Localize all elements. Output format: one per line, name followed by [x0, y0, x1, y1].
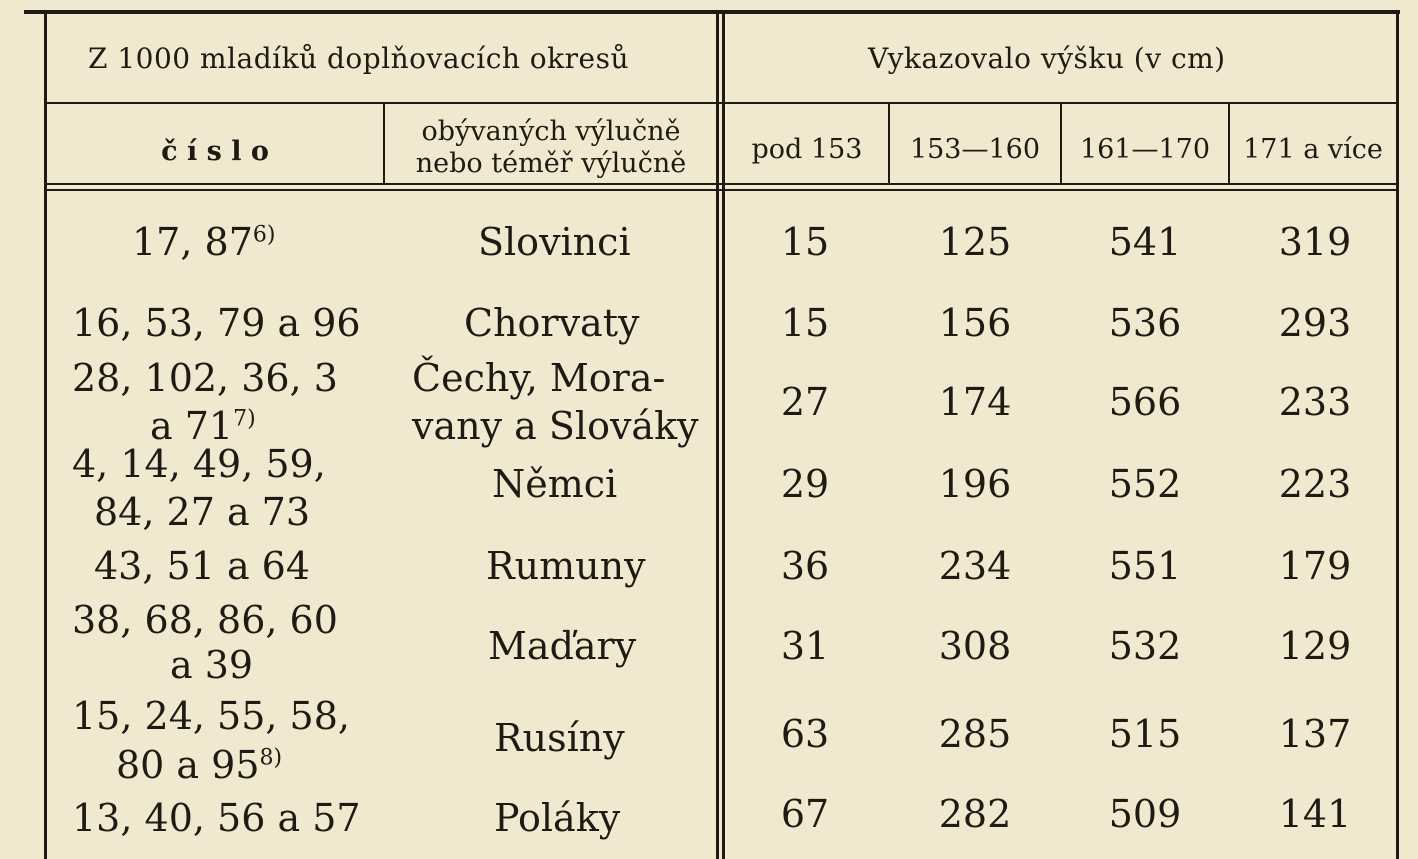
row-group: Chorvaty: [464, 301, 640, 345]
header-double-rule-a: [44, 183, 1398, 185]
value-153-160: 282: [938, 792, 1012, 836]
row-group: Rusíny: [494, 716, 625, 760]
value-153-160: 285: [938, 712, 1012, 756]
header-obyvanych: [386, 116, 716, 180]
value-153-160: 174: [938, 380, 1012, 424]
value-161-170: 515: [1108, 712, 1182, 756]
value-153-160: 234: [938, 544, 1012, 588]
header-col-161-170: 161—170: [1079, 134, 1211, 165]
row-cislo-line1: 28, 102, 36, 3: [72, 356, 338, 400]
row-cislo-line2: a 39: [170, 643, 254, 687]
row-group: Slovinci: [478, 220, 631, 264]
row-cislo-line1: 15, 24, 55, 58,: [72, 694, 350, 738]
row-cislo: 13, 40, 56 a 57: [72, 796, 361, 840]
value-pod153: 67: [780, 792, 830, 836]
value-pod153: 15: [780, 301, 830, 345]
double-divider-a: [716, 14, 719, 859]
value-171-vice: 129: [1278, 624, 1352, 668]
col-divider-1: [383, 104, 385, 184]
footnote-mark: 8): [259, 745, 283, 771]
header-col-153-160: 153—160: [909, 134, 1041, 165]
header-col-pod153: pod 153: [751, 134, 863, 165]
value-pod153: 36: [780, 544, 830, 588]
row-group: Poláky: [494, 796, 621, 840]
row-cislo-line1: 4, 14, 49, 59,: [72, 442, 326, 486]
value-171-vice: 179: [1278, 544, 1352, 588]
value-161-170: 551: [1108, 544, 1182, 588]
top-rule: [24, 10, 1400, 14]
row-cislo-line2: 84, 27 a 73: [94, 490, 311, 534]
value-161-170: 552: [1108, 462, 1182, 506]
value-pod153: 31: [780, 624, 830, 668]
row-cislo: 16, 53, 79 a 96: [72, 301, 361, 345]
header-obyvanych-line1: obývaných výlučně: [421, 116, 681, 147]
header-left-group: Z 1000 mladíků doplňovacích okresů: [88, 42, 629, 75]
header-obyvanych-line2: nebo téměř výlučně: [415, 148, 687, 179]
row-group: Rumuny: [486, 544, 646, 588]
footnote-mark: 6): [252, 222, 276, 248]
left-border: [44, 14, 47, 859]
value-pod153: 29: [780, 462, 830, 506]
double-divider-b: [722, 14, 725, 859]
value-161-170: 541: [1108, 220, 1182, 264]
row-cislo-line2: a 71$^{7)}$: [150, 404, 256, 448]
header-double-rule-b: [44, 189, 1398, 191]
value-171-vice: 319: [1278, 220, 1352, 264]
header-col-171-vice: 171 a více: [1243, 134, 1383, 165]
right-border: [1396, 14, 1399, 859]
value-171-vice: 141: [1278, 792, 1352, 836]
value-161-170: 509: [1108, 792, 1182, 836]
row-cislo: 17, 87$^{6)}$: [132, 220, 276, 264]
value-pod153: 15: [780, 220, 830, 264]
value-161-170: 566: [1108, 380, 1182, 424]
row-group: Maďary: [488, 624, 637, 668]
value-171-vice: 137: [1278, 712, 1352, 756]
row-group-line2: vany a Slováky: [412, 404, 699, 448]
value-161-170: 536: [1108, 301, 1182, 345]
value-pod153: 63: [780, 712, 830, 756]
row-group-line1: Čechy, Mora-: [412, 356, 666, 400]
row-cislo-line1: 38, 68, 86, 60: [72, 598, 338, 642]
value-171-vice: 293: [1278, 301, 1352, 345]
value-153-160: 156: [938, 301, 1012, 345]
header-right-group: Vykazovalo výšku (v cm): [868, 42, 1226, 75]
header-cislo: č í s l o: [161, 136, 269, 167]
value-pod153: 27: [780, 380, 830, 424]
value-153-160: 125: [938, 220, 1012, 264]
footnote-mark: 7): [233, 406, 256, 432]
value-153-160: 196: [938, 462, 1012, 506]
value-161-170: 532: [1108, 624, 1182, 668]
row-cislo-line2: 80 a 95$^{8)}$: [116, 743, 283, 787]
header-rule: [44, 102, 1398, 104]
value-171-vice: 223: [1278, 462, 1352, 506]
row-cislo: 43, 51 a 64: [94, 544, 311, 588]
value-153-160: 308: [938, 624, 1012, 668]
value-171-vice: 233: [1278, 380, 1352, 424]
row-group: Němci: [492, 462, 618, 506]
